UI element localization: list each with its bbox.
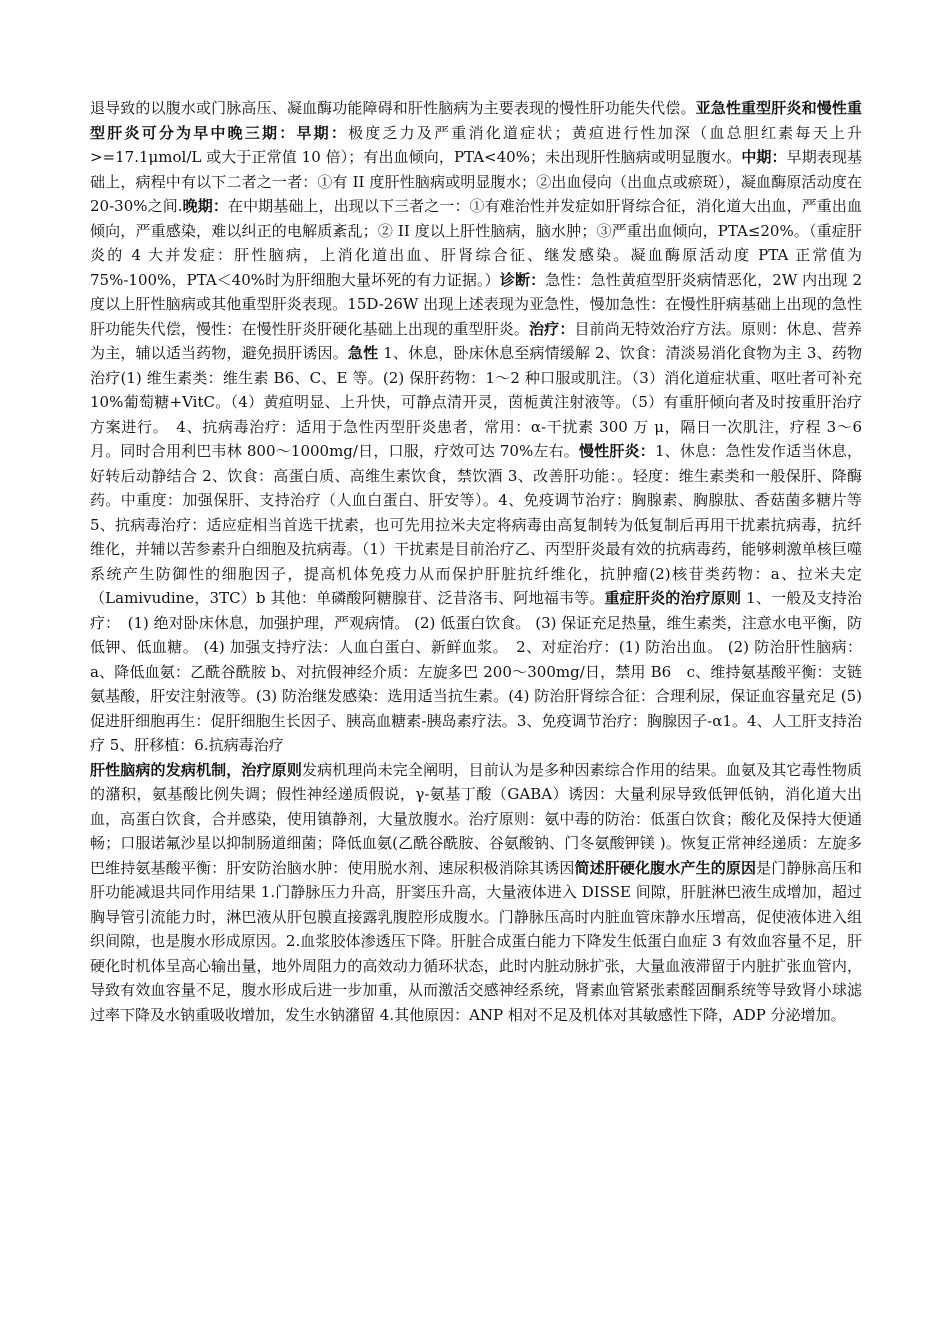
text-run: 早期表现基础上，病程中有以下二者之一者：①有 II 度肝性脑病或明显腹水；②出血侵向（出血点或瘀斑），凝血酶原活动度在 20-30%之间. bbox=[90, 148, 862, 215]
heading-severe-hepatitis-treatment: 重症肝炎的治疗原则 bbox=[604, 589, 742, 607]
label-diagnosis: 诊断： bbox=[499, 270, 546, 289]
paragraph-hepatic-encephalopathy bbox=[90, 758, 862, 1028]
label-late-stage: 晚期： bbox=[182, 197, 228, 215]
document-page bbox=[90, 96, 862, 1027]
heading-hepatic-encephalopathy: 肝性脑病的发病机制，治疗原则 bbox=[90, 760, 302, 779]
label-treatment: 治疗： bbox=[529, 319, 575, 338]
text-run: 1、休息：急性发作适当休息，好转后动静结合 2、饮食：高蛋白质、高维生素饮食，禁饮酒 3、改善肝功能：。轻度：维生素类和一般保肝、降酶药。中重度：加强保肝、支持治疗（人血白蛋白、肝安等）。4、免疫调节治疗：胸腺素、胸腺肽、香菇菌多糖片等 5、抗病毒治疗：适应症相当首选干扰素，也可先用拉米夫定将病毒由高复制转为低复制后再用干扰素抗病毒，抗纤维化，并辅以苦参素升白细胞及抗病毒。（1）干扰素是目前治疗乙、丙型肝炎最有效的抗病毒药，能够刺激单核巨噬系统产生防御性的细胞因子，提高机体免疫力从而保护肝脏抗纤维化，抗肿瘤(2)核苷类药物：a、拉米夫定（Lamivudine，3TC）b 其他：单磷酸阿糖腺苷、泛昔洛韦、阿地福韦等。 bbox=[90, 442, 862, 607]
text-run: 发病机理尚未完全阐明，目前认为是多种因素综合作用的结果。血氨及其它毒性物质的潴积，氨基酸比例失调；假性神经递质假说，γ-氨基丁酸（GABA）诱因：大量利尿导致低钾低钠，消化道大出血，高蛋白饮食，合并感染，使用镇静剂，大量放腹水。治疗原则：氨中毒的防治：低蛋白饮食；酸化及保持大便通畅；口服诺氟沙星以抑制肠道细菌；降低血氨(乙酰谷酰胺、谷氨酸钠、门冬氨酸钾镁 )。恢复正常神经递质：左旋多巴维持氨基酸平衡：肝安防治脑水肿：使用脱水剂、速尿积极消除其诱因 bbox=[90, 760, 862, 877]
text-run: 是门静脉高压和肝功能减退共同作用结果 1.门静脉压力升高，肝窦压升高，大量液体进入 DISSE 间隙，肝脏淋巴液生成增加，超过胸导管引流能力时，淋巴液从肝包膜直接露乳腹腔形成腹水。门静脉压高时内脏血管床静水压增高，促使液体进入组织间隙，也是腹水形成原因。2.血浆胶体渗透压下降。肝脏合成蛋白能力下降发生低蛋白血症 3 有效血容量不足，肝硬化时机体呈高心输出量，地外周阻力的高效动力循环状态，此时内脏动脉扩张，大量血液滞留于内脏扩张血管内，导致有效血容量不足，腹水形成后进一步加重，从而激活交感神经系统，肾素血管紧张素醛固酮系统等导致肾小球滤过率下降及水钠重吸收增加，发生水钠潴留 4.其他原因：ANP 相对不足及机体对其敏感性下降，ADP 分泌增加。 bbox=[90, 858, 862, 1024]
text-run: 目前尚无特效治疗方法。原则：休息、营养为主，辅以适当药物，避免损肝诱因。 bbox=[90, 319, 862, 362]
heading-severe-hepatitis-stages: 亚急性重型肝炎和慢性重型肝炎可分为早中晚三期：早期： bbox=[90, 99, 862, 142]
text-run: 退导致的以腹水或门脉高压、凝血酶功能障碍和肝性脑病为主要表现的慢性肝功能失代偿。 bbox=[90, 99, 696, 117]
label-chronic-hepatitis: 慢性肝炎： bbox=[578, 442, 655, 460]
text-run: 1、休息，卧床休息至病情缓解 2、饮食：清淡易消化食物为主 3、药物治疗(1) 维生素类：维生素 B6、C、E 等。(2) 保肝药物：1～2 种口服或肌注。（3）消化道症状重、呕吐者可补充 10%葡萄糖+VitC。（4）黄疸明显、上升快，可静点清开灵，茵栀黄注射液等。（5）有重肝倾向者及时按重肝治疗方案进行。 4、抗病毒治疗：适用于急性丙型肝炎患者，常用：α-干扰素 300 万 μ，隔日一次肌注，疗程 3～6 月。同时合用利巴韦林 800～1000mg/日，口服，疗效可达 70%左右。 bbox=[90, 344, 862, 460]
text-run: 急性：急性黄疸型肝炎病情恶化，2W 内出现 2 度以上肝性脑病或其他重型肝炎表现。15D-26W 出现上述表现为亚急性，慢加急性：在慢性肝病基础上出现的急性肝功能失代偿，慢性：在慢性肝炎肝硬化基础上出现的重型肝炎。 bbox=[90, 270, 863, 338]
text-run: 在中期基础上，出现以下三者之一：①有难治性并发症如肝肾综合征，消化道大出血，严重出血倾向，严重感染，难以纠正的电解质紊乱；② II 度以上肝性脑病，脑水肿；③严重出血倾向，PTA≤20%。（重症肝炎的 4 大并发症：肝性脑病，上消化道出血、肝肾综合征、继发感染。凝血酶原活动度 PTA 正常值为 75%-100%，PTA＜40%时为肝细胞大量坏死的有力证据。） bbox=[90, 197, 862, 289]
paragraph-hepatitis-treatment bbox=[90, 96, 862, 758]
text-run: 1、一般及支持治疗： (1) 绝对卧床休息，加强护理，严观病情。 (2) 低蛋白饮食。 (3) 保证充足热量，维生素类，注意水电平衡，防低钾、低血糖。 (4) 加强支持疗法：人血白蛋白、新鲜血浆。 2、对症治疗：(1) 防治出血。 (2) 防治肝性脑病：a、降低血氨：乙酰谷酰胺 b、对抗假神经介质：左旋多巴 200～300mg/日，禁用 B6 c、维持氨基酸平衡：支链氨基酸，肝安注射液等。(3) 防治继发感染：选用适当抗生素。(4) 防治肝肾综合征：合理利尿，保证血容量充足 (5) 促进肝细胞再生：促肝细胞生长因子、胰高血糖素-胰岛素疗法。3、免疫调节治疗：胸腺因子-α1。4、人工肝支持治疗 5、肝移植：6.抗病毒治疗 bbox=[90, 589, 862, 754]
label-acute: 急性 bbox=[347, 344, 379, 362]
text-run: 极度乏力及严重消化道症状；黄疸进行性加深（血总胆红素每天上升>=17.1μmol/L 或大于正常值 10 倍）；有出血倾向，PTA<40%；未出现肝性脑病或明显腹水。 bbox=[90, 123, 862, 166]
label-middle-stage: 中期： bbox=[741, 148, 787, 166]
heading-cirrhosis-ascites: 简述肝硬化腹水产生的原因 bbox=[574, 858, 757, 877]
